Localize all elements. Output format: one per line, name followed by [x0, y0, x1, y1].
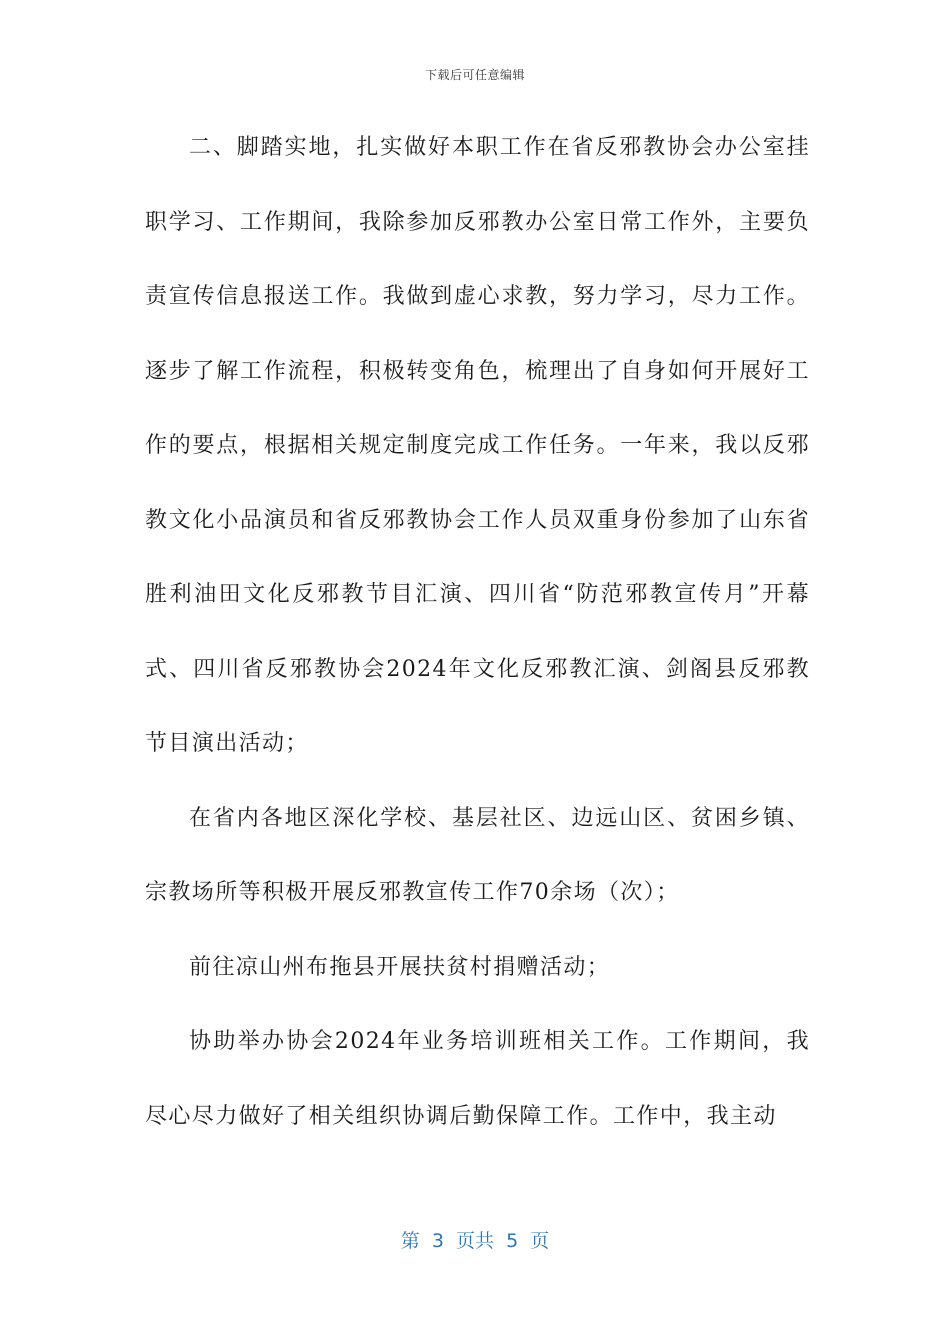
document-body — [145, 111, 810, 1154]
page-number-footer: 第 3 页共 5 页 — [400, 1230, 550, 1252]
paragraph: 在省内各地区深化学校、基层社区、边远山区、贫困乡镇、宗教场所等积极开展反邪教宣传工作70余场（次）； — [145, 805, 810, 905]
header-note: 下载后可任意编辑 — [424, 68, 525, 82]
paragraph: 前往凉山州布拖县开展扶贫村捐赠活动； — [189, 954, 611, 980]
paragraph: 协助举办协会2024年业务培训班相关工作。工作期间，我尽心尽力做好了相关组织协调后勤保障工作。工作中，我主动 — [145, 1029, 810, 1129]
paragraph: 二、脚踏实地，扎实做好本职工作在省反邪教协会办公室挂职学习、工作期间，我除参加反邪教办公室日常工作外，主要负责宣传信息报送工作。我做到虚心求教，努力学习，尽力工作。逐步了解工作流程，积极转变角色，梳理出了自身如何开展好工作的要点，根据相关规定制度完成工作任务。一年来，我以反邪教文化小品演员和省反邪教协会工作人员双重身份参加了山东省胜利油田文化反邪教节目汇演、四川省“防范邪教宣传月”开幕式、四川省反邪教协会2024年文化反邪教汇演、剑阁县反邪教节目演出活动； — [145, 135, 810, 756]
